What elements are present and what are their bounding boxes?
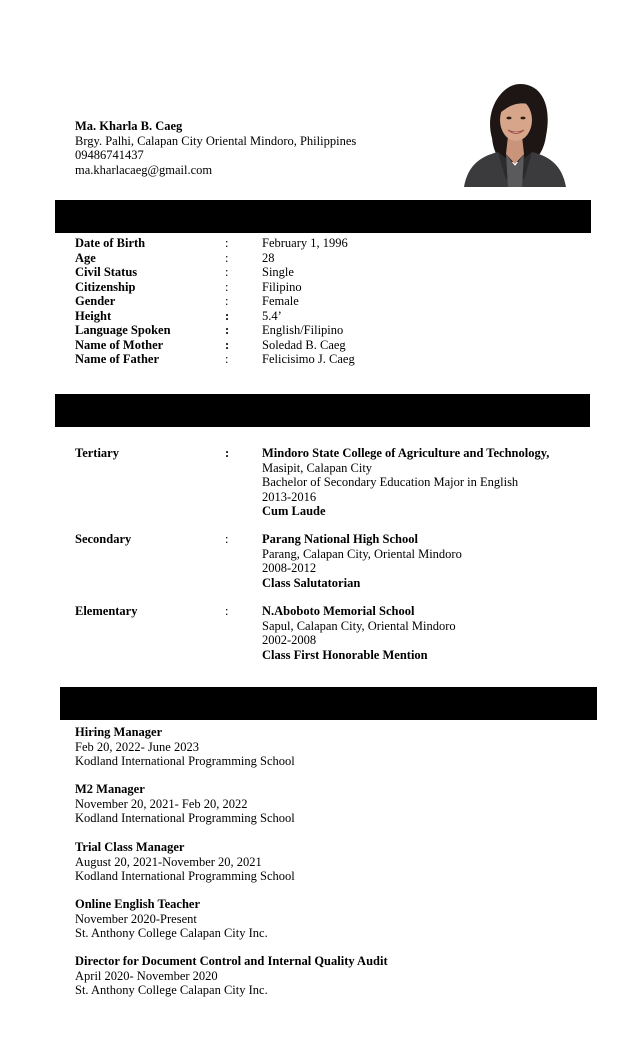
row-colon: : <box>225 265 229 279</box>
personal-row-father <box>75 352 575 367</box>
row-value: 5.4’ <box>262 308 282 323</box>
school-years: 2002-2008 <box>262 633 317 647</box>
job-title: Online English Teacher <box>75 897 201 911</box>
row-value: Soledad B. Caeg <box>262 337 346 352</box>
job-entry <box>75 840 295 884</box>
row-label: Height <box>75 308 112 323</box>
education-level: Elementary <box>75 604 138 618</box>
full-name: Ma. Kharla B. Caeg <box>75 119 183 133</box>
address: Brgy. Palhi, Calapan City Oriental Mindoro, Philippines <box>75 133 357 148</box>
row-value: Filipino <box>262 279 302 294</box>
personal-row-gender <box>75 294 575 309</box>
row-value: Single <box>262 265 294 279</box>
school-years: 2013-2016 <box>262 489 317 504</box>
personal-row-language <box>75 323 575 338</box>
experience-bar <box>60 687 597 720</box>
school-honor: Class Salutatorian <box>262 575 361 590</box>
personal-row-civil-status <box>75 265 575 280</box>
row-label: Name of Mother <box>75 337 164 352</box>
row-value: February 1, 1996 <box>262 236 348 250</box>
job-dates: November 2020-Present <box>75 911 197 926</box>
row-value: 28 <box>262 250 275 265</box>
school-years: 2008-2012 <box>262 561 317 575</box>
education-colon: : <box>225 446 230 460</box>
job-dates: April 2020- November 2020 <box>75 968 218 983</box>
job-title: Trial Class Manager <box>75 840 185 854</box>
row-label: Civil Status <box>75 265 138 279</box>
school-address: Parang, Calapan City, Oriental Mindoro <box>262 546 462 561</box>
row-colon: : <box>225 294 229 308</box>
job-entry <box>75 782 295 826</box>
row-colon: : <box>225 323 230 337</box>
school-address: Sapul, Calapan City, Oriental Mindoro <box>262 618 456 633</box>
row-value: Female <box>262 294 299 308</box>
job-dates: November 20, 2021- Feb 20, 2022 <box>75 796 248 811</box>
job-entry <box>75 897 268 941</box>
row-colon: : <box>225 308 230 323</box>
personal-info-bar <box>55 200 591 233</box>
row-colon: : <box>225 352 229 366</box>
job-organization: Kodland International Programming School <box>75 754 295 768</box>
row-label: Name of Father <box>75 352 159 366</box>
education-bar <box>55 394 590 427</box>
school-honor: Class First Honorable Mention <box>262 647 428 662</box>
row-colon: : <box>225 236 229 250</box>
personal-row-height <box>75 309 575 324</box>
job-title: M2 Manager <box>75 782 145 796</box>
education-level: Tertiary <box>75 446 119 460</box>
phone-number: 09486741437 <box>75 148 144 162</box>
job-dates: Feb 20, 2022- June 2023 <box>75 739 199 754</box>
school-name: N.Aboboto Memorial School <box>262 604 415 618</box>
job-organization: St. Anthony College Calapan City Inc. <box>75 983 268 997</box>
education-level: Secondary <box>75 532 132 546</box>
job-entry <box>75 954 388 998</box>
job-entry <box>75 725 295 769</box>
education-colon: : <box>225 604 229 618</box>
row-value: English/Filipino <box>262 323 344 337</box>
job-organization: St. Anthony College Calapan City Inc. <box>75 926 268 940</box>
row-label: Citizenship <box>75 279 136 294</box>
contact-header <box>75 119 356 177</box>
row-colon: : <box>225 337 230 352</box>
email-address: ma.kharlacaeg@gmail.com <box>75 162 213 177</box>
row-colon: : <box>225 279 229 294</box>
personal-row-mother <box>75 338 575 353</box>
personal-row-citizenship <box>75 280 575 295</box>
school-address: Masipit, Calapan City <box>262 460 373 475</box>
row-label: Date of Birth <box>75 236 146 250</box>
profile-photo <box>462 80 568 187</box>
row-label: Gender <box>75 294 116 308</box>
job-organization: Kodland International Programming School <box>75 811 295 825</box>
row-label: Age <box>75 250 96 265</box>
row-label: Language Spoken <box>75 323 171 337</box>
personal-row-age <box>75 251 575 266</box>
school-name: Parang National High School <box>262 532 418 546</box>
job-dates: August 20, 2021-November 20, 2021 <box>75 854 262 869</box>
row-value: Felicisimo J. Caeg <box>262 352 355 366</box>
job-organization: Kodland International Programming School <box>75 869 295 883</box>
school-name: Mindoro State College of Agriculture and Technology, <box>262 446 550 460</box>
job-title: Director for Document Control and Internal Quality Audit <box>75 954 388 968</box>
job-title: Hiring Manager <box>75 725 163 739</box>
degree-course: Bachelor of Secondary Education Major in English <box>262 475 519 489</box>
row-colon: : <box>225 250 229 265</box>
education-colon: : <box>225 532 229 546</box>
school-honor: Cum Laude <box>262 504 326 518</box>
personal-row-birth <box>75 236 575 251</box>
